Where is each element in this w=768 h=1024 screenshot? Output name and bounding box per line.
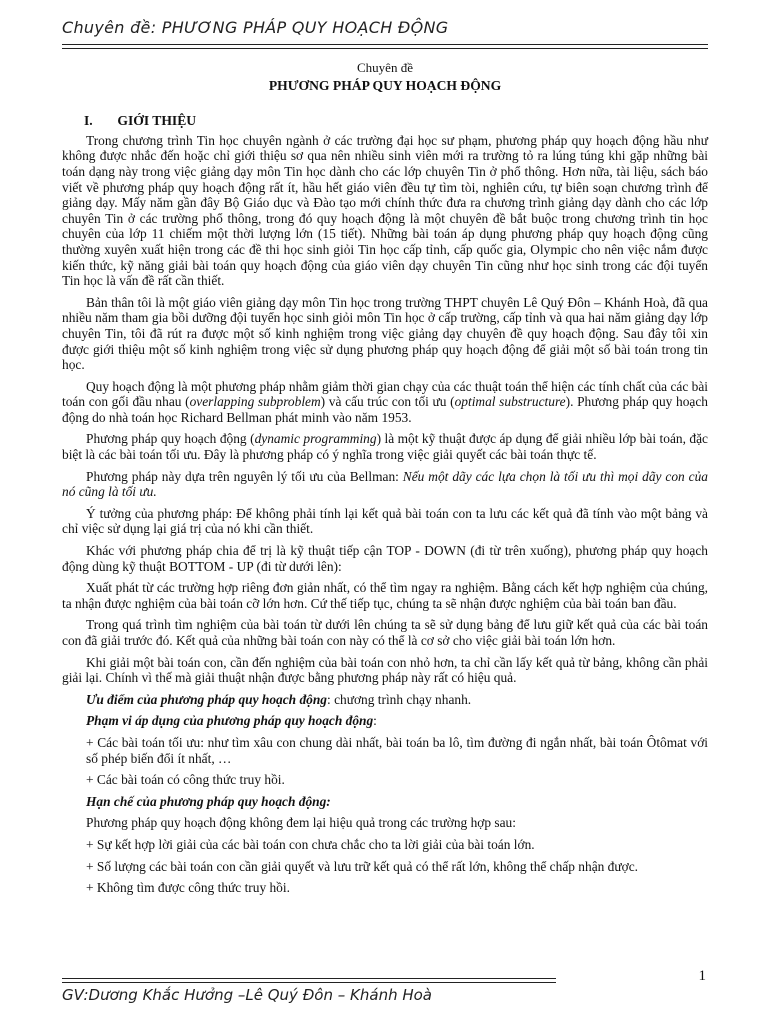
header-rule bbox=[62, 44, 708, 49]
limits-item-2: + Số lượng các bài toán con cần giải quyết và lưu trữ kết quả có thể rất lớn, không thể chấp nhận được. bbox=[86, 858, 639, 874]
advantage-line bbox=[62, 692, 708, 708]
paragraph-4 bbox=[62, 431, 708, 462]
paragraph-2: Bản thân tôi là một giáo viên giảng dạy môn Tin học trong trường THPT chuyên Lê Quý Đôn – Khánh Hoà, đã qua nhiều năm tham gia bồi dưỡng đội tuyển học sinh giỏi môn Tin học ở cấp trường, cấp tỉnh và qua hai năm giảng dạy lớp chuyên Tin, tôi đã rút ra được một số kinh nghiệm trong việc giảng dạy chuyên đề quy hoạch động. Sau đây tôi xin được giới thiệu một số kinh nghiệm trong việc sử dụng phương pháp quy hoạch động để giải một số bài toán trong tin học. bbox=[62, 294, 708, 373]
paragraph-7: Khác với phương pháp chia để trị là kỹ thuật tiếp cận TOP - DOWN (đi từ trên xuống), phương pháp quy hoạch động dùng kỹ thuật BOTTOM - UP (đi từ dưới lên): bbox=[62, 543, 708, 574]
bellman-principle: Nếu một dãy các lựa chọn là tối ưu thì mọi dãy con của nó cũng là tối ưu. bbox=[62, 468, 708, 500]
scope-heading bbox=[62, 713, 708, 729]
scope-item-1: + Các bài toán tối ưu: như tìm xâu con chung dài nhất, bài toán ba lô, tìm đường đi ngắn nhất, bài toán Ôtômat với số phép biến đổi ít nhất, … bbox=[86, 734, 708, 766]
p3-text-a: Quy hoạch động là một phương pháp nhằm giảm thời gian chạy của các thuật toán thể hiện các tính chất của các bài toán con gối đầu nhau ( bbox=[62, 378, 708, 410]
p4-text-b: ) là một kỹ thuật được áp dụng để giải nhiều lớp bài toán, đặc biệt là các bài toán tối ưu. Đây là phương pháp có ý nghĩa trong việc giải quyết các bài toán thực tế. bbox=[62, 431, 708, 463]
paragraph-3 bbox=[62, 379, 708, 426]
section-number: I. bbox=[84, 113, 93, 129]
advantage-label: Ưu điểm của phương pháp quy hoạch động bbox=[86, 691, 327, 707]
section-heading bbox=[62, 113, 708, 129]
p5-text-a: Phương pháp này dựa trên nguyên lý tối ưu của Bellman: bbox=[86, 468, 403, 484]
term-overlapping: overlapping subproblem bbox=[189, 394, 321, 410]
advantage-text: : chương trình chạy nhanh. bbox=[327, 691, 472, 707]
page-header: Chuyên đề: PHƯƠNG PHÁP QUY HOẠCH ĐỘNG bbox=[62, 18, 449, 37]
paragraph-6: Ý tưởng của phương pháp: Để không phải tính lại kết quả bài toán con ta lưu các kết quả đã tính vào một bảng và chỉ việc sử dụng lại giá trị của nó khi cần thiết. bbox=[62, 505, 708, 537]
scope-colon: : bbox=[373, 713, 377, 729]
p3-text-c: ). Phương pháp quy hoạch động do nhà toán học Richard Bellman phát minh vào năm 1953. bbox=[62, 394, 708, 425]
doc-kicker: Chuyên đề bbox=[357, 60, 413, 75]
document-body bbox=[62, 60, 708, 902]
limits-label: Hạn chế của phương pháp quy hoạch động: bbox=[86, 793, 331, 809]
term-optimal: optimal substructure bbox=[454, 394, 566, 410]
page-number: 1 bbox=[698, 968, 706, 984]
term-dynamic: dynamic programming bbox=[254, 431, 377, 447]
page-footer: GV:Dương Khắc Hưởng –Lê Quý Đôn – Khánh Hoà bbox=[62, 986, 432, 1004]
limits-heading bbox=[62, 794, 708, 810]
limits-intro: Phương pháp quy hoạch động không đem lại hiệu quả trong các trường hợp sau: bbox=[86, 815, 516, 831]
scope-item-2: + Các bài toán có công thức truy hồi. bbox=[86, 772, 285, 788]
doc-title: PHƯƠNG PHÁP QUY HOẠCH ĐỘNG bbox=[268, 77, 502, 93]
paragraph-1: Trong chương trình Tin học chuyên ngành ở các trường đại học sư phạm, phương pháp quy hoạch động hầu như không được nhắc đến hoặc chỉ giới thiệu sơ qua nên nhiều sinh viên mới ra trường tỏ ra lúng túng khi gặp những bài toán dạng này trong việc giảng dạy môn Tin học dành cho các lớp chuyên Tin ở phổ thông. Hơn nữa, tài liệu, sách báo viết về phương pháp quy hoạch động rất ít, hầu hết giáo viên đều tự tìm tòi, nghiên cứu, tự biên soạn chương trình để giảng dạy. Mấy năm gần đây Bộ Giáo dục và Đào tạo mới chính thức đưa ra chương trình giảng dạy dành cho các lớp chuyên Tin ở các trường phổ thông, trong đó quy hoạch động là một chuyên đề bắt buộc trong chương trình tin học chuyên của lớp 11 chiếm một thời lượng lớn (15 tiết). Những bài toán áp dụng phương pháp quy hoạch động cũng thường xuyên xuất hiện trong các đề thi học sinh giỏi Tin học cấp tỉnh, cấp quốc gia, Olympic cho nên việc nắm được kiến thức, kỹ năng giải bài toán quy hoạch động của giáo viên dạy chuyên Tin cũng như học sinh trong các đội tuyển Tin học là vấn đề rất cần thiết. bbox=[62, 132, 708, 289]
paragraph-9: Trong quá trình tìm nghiệm của bài toán từ dưới lên chúng ta sẽ sử dụng bảng để lưu giữ kết quả của các bài toán con đã giải trước đó. Kết quả của những bài toán con này có thể là cơ sở cho việc giải bài toán lớn hơn. bbox=[62, 617, 708, 648]
footer-rule bbox=[62, 978, 556, 983]
scope-label: Phạm vi áp dụng của phương pháp quy hoạch động bbox=[86, 713, 374, 729]
paragraph-10: Khi giải một bài toán con, cần đến nghiệm của bài toán con nhỏ hơn, ta chỉ cần lấy kết quả từ bảng, không cần phải giải lại. Chính vì thế mà giải thuật nhận được bằng phương pháp này rất có hiệu quả. bbox=[62, 654, 708, 686]
paragraph-5 bbox=[62, 469, 708, 500]
paragraph-8: Xuất phát từ các trường hợp riêng đơn giản nhất, có thể tìm ngay ra nghiệm. Bằng cách kết hợp nghiệm của chúng, ta nhận được nghiệm của bài toán cỡ lớn hơn. Cứ thế tiếp tục, chúng ta sẽ nhận được nghiệm của bài toán ban đầu. bbox=[62, 580, 708, 611]
limits-item-1: + Sự kết hợp lời giải của các bài toán con chưa chắc cho ta lời giải của bài toán lớn. bbox=[86, 836, 535, 852]
p4-text-a: Phương pháp quy hoạch động ( bbox=[86, 431, 255, 447]
limits-item-3: + Không tìm được công thức truy hồi. bbox=[86, 880, 290, 896]
section-title: GIỚI THIỆU bbox=[117, 113, 197, 129]
p3-text-b: ) và cấu trúc con tối ưu ( bbox=[320, 394, 455, 410]
